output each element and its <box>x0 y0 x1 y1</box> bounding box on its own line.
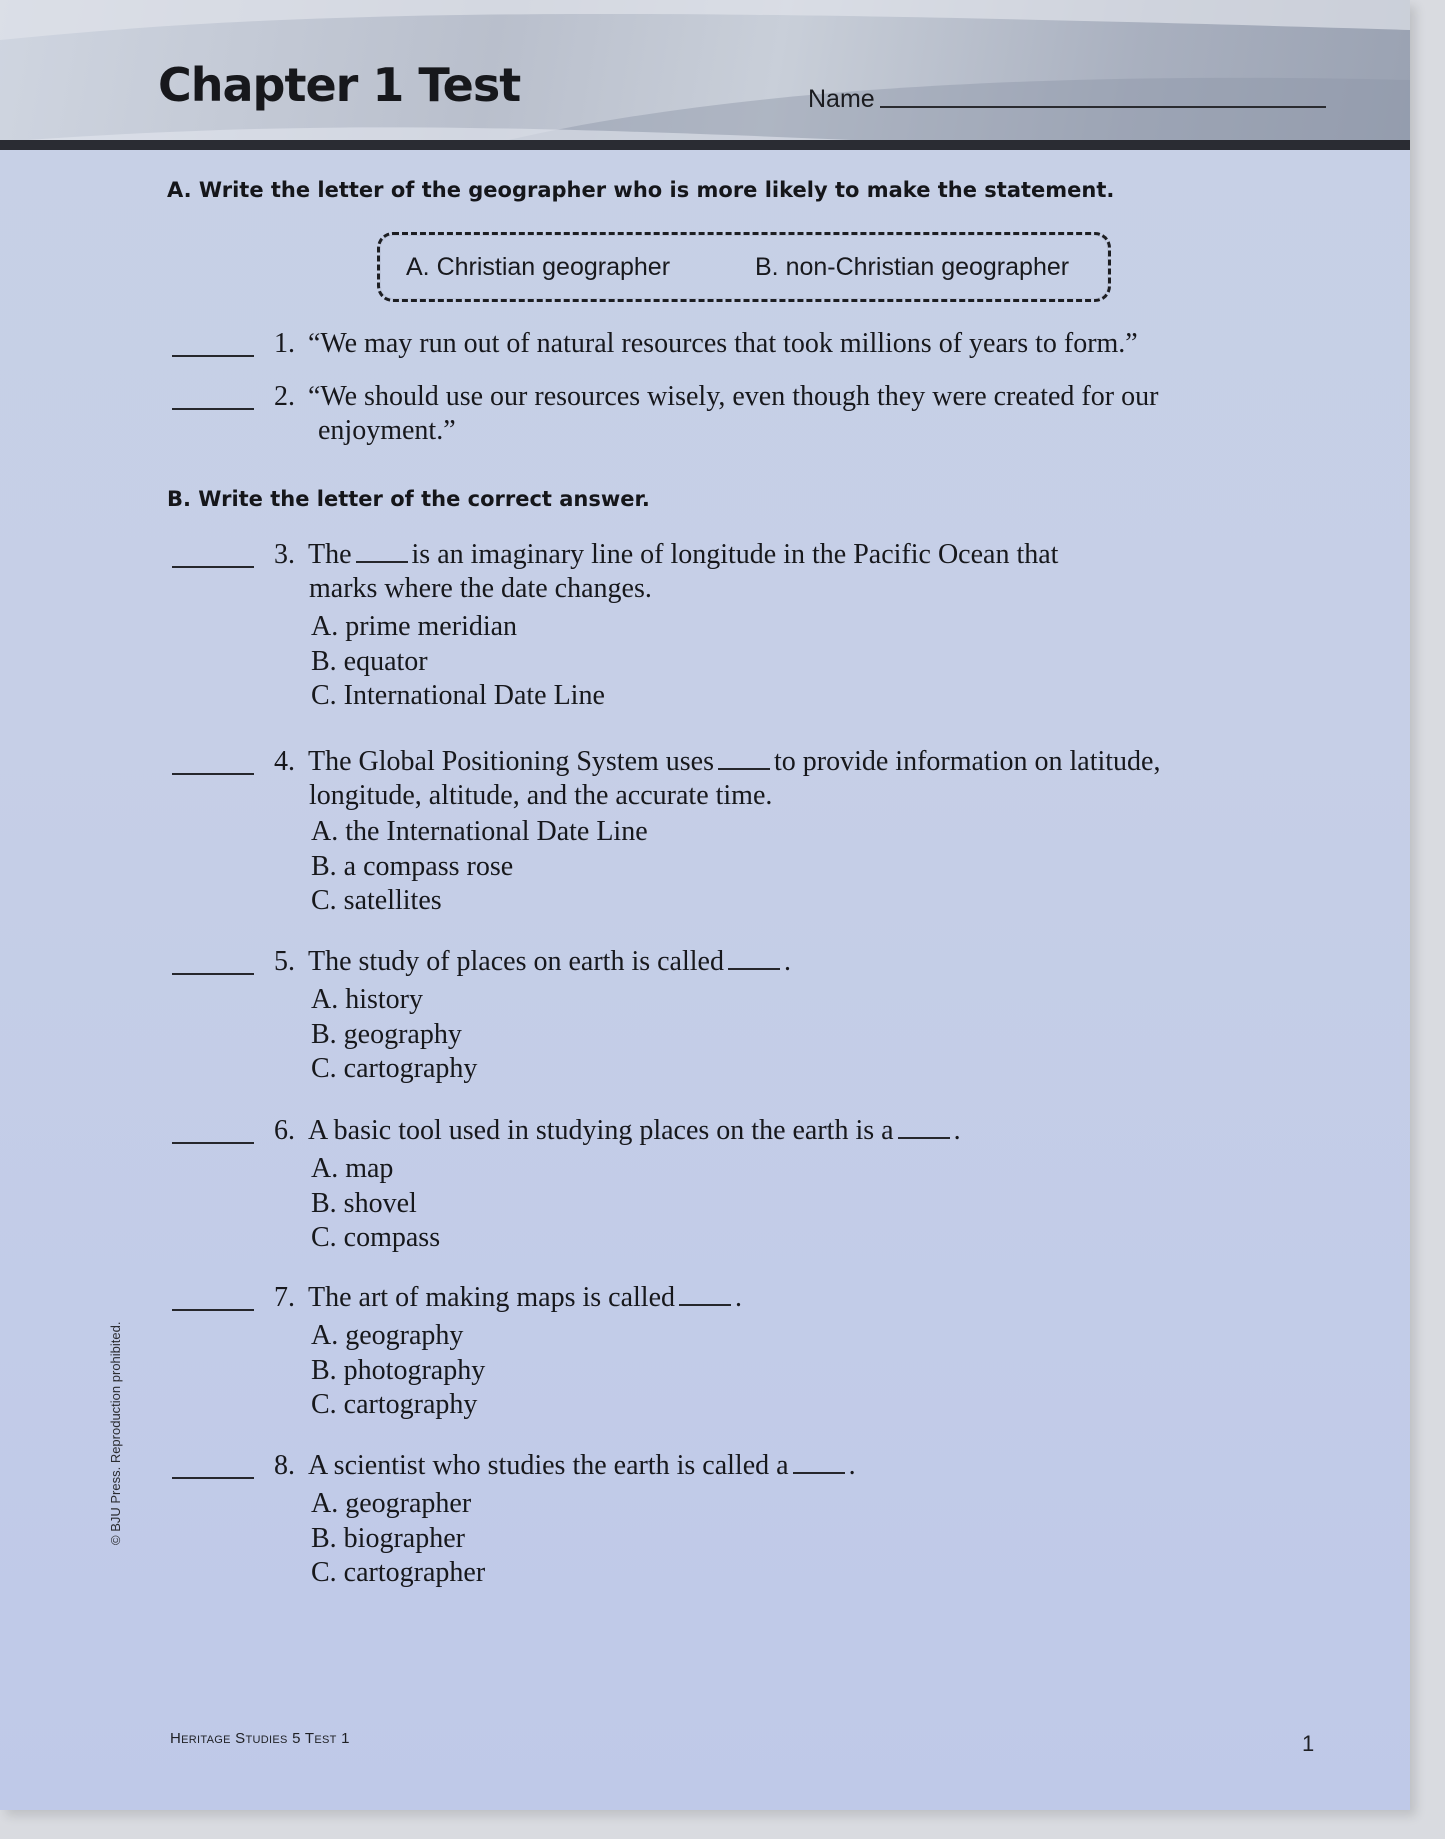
page-title: Chapter 1 Test <box>158 58 521 112</box>
question-text: The is an imaginary line of longitude in the Pacific Ocean that marks where the date changes. <box>308 539 1059 604</box>
question-number: 6. <box>274 1115 295 1146</box>
question-text: The study of places on earth is called . <box>308 946 791 977</box>
option: B. equator <box>311 645 428 677</box>
option: A. prime meridian <box>311 611 518 642</box>
answer-blank[interactable] <box>172 1309 254 1311</box>
option: A. history <box>311 984 423 1015</box>
option: B. shovel <box>311 1187 417 1219</box>
options <box>311 610 605 714</box>
answer-blank[interactable] <box>172 566 254 568</box>
choice-box <box>377 232 1111 302</box>
choice-b: B. non-Christian geographer <box>755 253 1070 281</box>
page-number: 1 <box>1302 1731 1315 1756</box>
option: B. geography <box>311 1018 462 1050</box>
option: C. cartography <box>311 1389 478 1420</box>
question-text: The Global Positioning System uses to provide information on latitude, longitude, altitude, and the accurate time. <box>308 746 1161 811</box>
answer-blank[interactable] <box>172 773 254 775</box>
options <box>311 1152 440 1256</box>
option: C. International Date Line <box>311 680 605 711</box>
question-number: 3. <box>274 539 295 570</box>
options <box>311 1487 485 1591</box>
fill-blank <box>679 1284 731 1306</box>
option: B. photography <box>311 1354 486 1386</box>
question-text: “We may run out of natural resources that took millions of years to form.” <box>308 328 1138 359</box>
question-number: 8. <box>274 1450 295 1481</box>
options <box>311 815 648 919</box>
option: B. a compass rose <box>311 850 514 882</box>
copyright-notice: © BJU Press. Reproduction prohibited. <box>108 1321 123 1545</box>
option: C. compass <box>311 1222 441 1253</box>
name-label: Name <box>808 85 875 113</box>
name-field[interactable] <box>880 106 1326 108</box>
fill-blank <box>718 748 770 770</box>
question-text: The art of making maps is called . <box>308 1282 742 1313</box>
choice-a: A. Christian geographer <box>406 253 671 281</box>
question-text: A scientist who studies the earth is called a . <box>308 1450 856 1481</box>
answer-blank[interactable] <box>172 1142 254 1144</box>
question-number: 7. <box>274 1282 295 1313</box>
fill-blank <box>898 1117 950 1139</box>
option: A. map <box>311 1153 394 1184</box>
section-b-heading: B. Write the letter of the correct answer. <box>167 487 650 511</box>
option: C. cartography <box>311 1053 478 1084</box>
question-number: 4. <box>274 746 295 777</box>
question-text: A basic tool used in studying places on the earth is a . <box>308 1115 961 1146</box>
options <box>311 983 477 1087</box>
option: A. the International Date Line <box>311 816 648 847</box>
answer-blank[interactable] <box>172 408 254 410</box>
fill-blank <box>793 1452 845 1474</box>
fill-blank <box>728 948 780 970</box>
option: A. geography <box>311 1320 464 1351</box>
question-number: 1. <box>274 328 295 359</box>
answer-blank[interactable] <box>172 973 254 975</box>
question-number: 5. <box>274 946 295 977</box>
option: B. biographer <box>311 1522 465 1554</box>
options <box>311 1319 485 1423</box>
option: A. geographer <box>311 1488 472 1519</box>
answer-blank[interactable] <box>172 1477 254 1479</box>
question-text: “We should use our resources wisely, even though they were created for our enjoyment.” <box>308 381 1159 446</box>
header-rule <box>0 140 1410 150</box>
section-a-heading: A. Write the letter of the geographer who is more likely to make the statement. <box>167 178 1115 202</box>
question-number: 2. <box>274 381 295 412</box>
footer-book-title: Heritage Studies 5 Test 1 <box>170 1730 350 1747</box>
option: C. satellites <box>311 885 442 916</box>
option: C. cartographer <box>311 1557 486 1588</box>
answer-blank[interactable] <box>172 355 254 357</box>
fill-blank <box>356 541 408 563</box>
